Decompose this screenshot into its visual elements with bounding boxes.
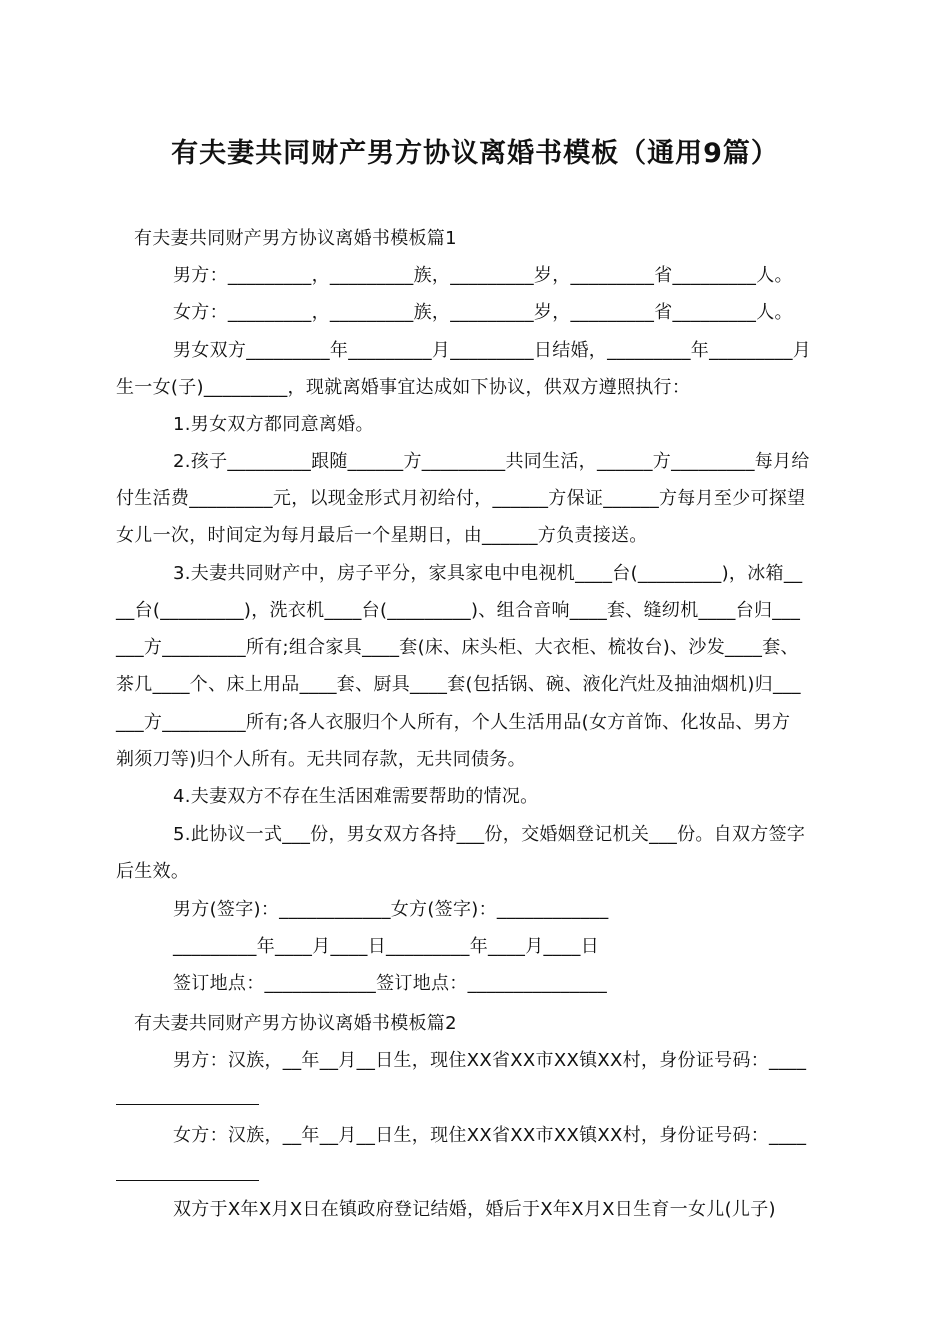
paragraph-line: 2.孩子_________跟随______方_________共同生活，______方_________每月给	[173, 451, 810, 472]
paragraph-line: 男女双方_________年_________月_________日结婚，_________年_________月	[173, 340, 812, 361]
document-title: 有夫妻共同财产男方协议离婚书模板（通用9篇）	[171, 138, 779, 169]
paragraph-line: 生一女(子)_________，现就离婚事宜达成如下协议，供双方遵照执行：	[116, 377, 691, 398]
paragraph-line: 茶几____个、床上用品____套、厨具____套(包括锅、碗、液化汽灶及抽油烟机)归___	[116, 674, 801, 695]
paragraph-line: 女方：汉族，__年__月__日生，现住XX省XX市XX镇XX村，身份证号码：____	[173, 1125, 807, 1146]
paragraph-line: 1.男女双方都同意离婚。	[173, 414, 374, 435]
paragraph-line: 后生效。	[116, 861, 190, 882]
section-heading: 有夫妻共同财产男方协议离婚书模板篇2	[134, 1013, 457, 1034]
location-line: 签订地点：____________签订地点：_______________	[173, 973, 608, 994]
id-number-blank	[116, 1180, 259, 1181]
paragraph-line: 女方：_________，_________族，_________岁，_________省_________人。	[173, 302, 793, 323]
date-line: _________年____月____日_________年____月____日	[173, 936, 599, 957]
paragraph-line: 剃须刀等)归个人所有。无共同存款，无共同债务。	[116, 749, 526, 770]
paragraph-line: 双方于X年X月X日在镇政府登记结婚，婚后于X年X月X日生育一女儿(儿子)	[173, 1199, 776, 1220]
paragraph-line: 男方：汉族，__年__月__日生，现住XX省XX市XX镇XX村，身份证号码：____	[173, 1050, 807, 1071]
paragraph-line: __台(_________)，洗衣机____台(_________)、组合音响____套、缝纫机____台归___	[116, 600, 801, 621]
paragraph-line: ___方_________所有;各人衣服归个人所有，个人生活用品(女方首饰、化妆品、男方	[116, 712, 791, 733]
paragraph-line: 4.夫妻双方不存在生活困难需要帮助的情况。	[173, 786, 539, 807]
paragraph-line: 男方：_________，_________族，_________岁，_________省_________人。	[173, 265, 793, 286]
paragraph-line: 5.此协议一式___份，男女双方各持___份，交婚姻登记机关___份。自双方签字	[173, 824, 806, 845]
signature-line: 男方(签字)：____________女方(签字)：____________	[173, 899, 609, 920]
section-heading: 有夫妻共同财产男方协议离婚书模板篇1	[134, 228, 457, 249]
paragraph-line: 付生活费_________元，以现金形式月初给付，______方保证______方每月至少可探望	[116, 488, 806, 509]
paragraph-line: ___方_________所有;组合家具____套(床、床头柜、大衣柜、梳妆台)、沙发____套、	[116, 637, 799, 658]
paragraph-line: 女儿一次，时间定为每月最后一个星期日，由______方负责接送。	[116, 525, 648, 546]
id-number-blank	[116, 1104, 259, 1105]
paragraph-line: 3.夫妻共同财产中，房子平分，家具家电中电视机____台(_________)，冰箱__	[173, 563, 803, 584]
